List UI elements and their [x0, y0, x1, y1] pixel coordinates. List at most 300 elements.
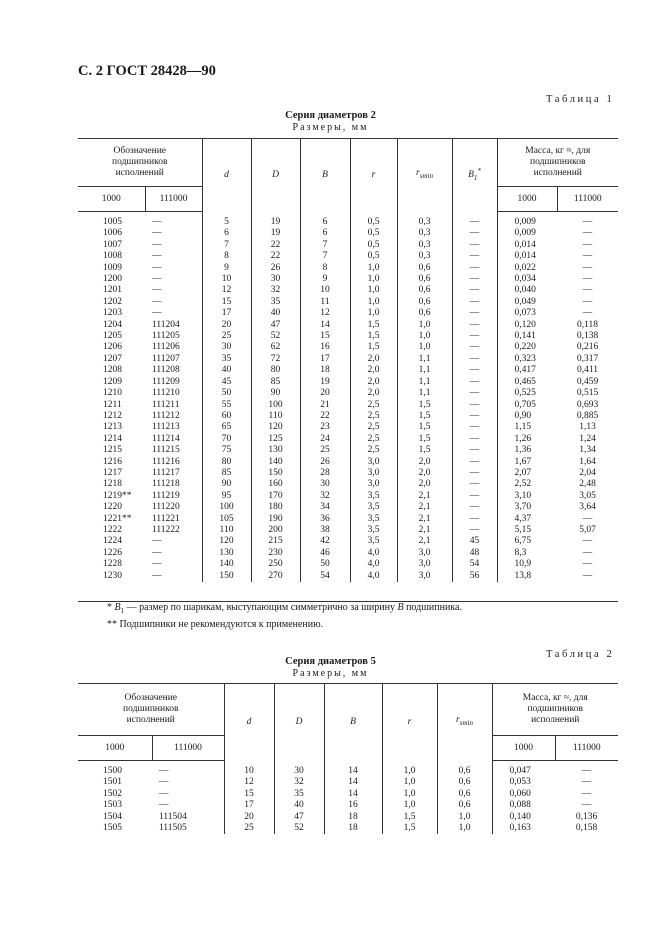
- table-cell: 16: [300, 342, 350, 353]
- table-cell: 80: [251, 365, 300, 376]
- table-cell: 20: [224, 812, 274, 823]
- table-row: [78, 297, 618, 308]
- table-cell: 85: [202, 468, 251, 479]
- table-cell: 1,1: [397, 388, 452, 399]
- table-cell: 1,5: [382, 812, 437, 823]
- table-cell: 1,1: [397, 377, 452, 388]
- table-cell: 1,0: [350, 297, 397, 308]
- header-B: B: [300, 139, 350, 212]
- table-cell: 111220: [152, 502, 180, 513]
- table-cell: —: [582, 285, 593, 296]
- table-cell: 0,705: [497, 400, 557, 411]
- table-cell: 15: [300, 331, 350, 342]
- table-cell: —: [452, 502, 497, 513]
- header-sub-1000: 1000: [78, 736, 152, 761]
- table-cell: 1,5: [350, 331, 397, 342]
- table-row: [78, 479, 618, 490]
- table-cell: 215: [251, 536, 300, 547]
- table-cell: 1,0: [350, 308, 397, 319]
- table1-subtitle: Размеры, мм: [292, 122, 369, 133]
- table-cell: 1213: [103, 422, 122, 433]
- table-row: [78, 411, 618, 422]
- table-cell: 3,5: [350, 525, 397, 536]
- table-cell: —: [159, 788, 169, 799]
- table-cell: 1214: [103, 433, 122, 444]
- table-row: [78, 491, 618, 502]
- table-cell: —: [452, 377, 497, 388]
- table-cell: —: [452, 400, 497, 411]
- table-cell: 40: [251, 308, 300, 319]
- table-cell: 17: [224, 800, 274, 811]
- table-cell: 0,6: [397, 274, 452, 285]
- table-cell: 170: [251, 491, 300, 502]
- table-cell: 1209: [103, 376, 122, 387]
- table-cell: 18: [300, 365, 350, 376]
- table-cell: 1008: [103, 251, 122, 262]
- table-cell: 1218: [103, 479, 122, 490]
- table-cell: 3,64: [579, 502, 596, 513]
- table-cell: 12: [224, 777, 274, 788]
- table-cell: 23: [300, 422, 350, 433]
- table-cell: 1228: [103, 559, 122, 570]
- table-cell: 111205: [152, 331, 180, 342]
- table-cell: 18: [324, 812, 382, 823]
- table-cell: 1208: [103, 365, 122, 376]
- table-cell: 1211: [103, 399, 122, 410]
- table-cell: 1226: [103, 547, 122, 558]
- header-d: d: [224, 684, 274, 761]
- table-cell: 35: [202, 354, 251, 365]
- table-cell: 140: [202, 559, 251, 570]
- table-cell: 0,140: [492, 812, 555, 823]
- note-1: * $B_1$ — размер по шарикам, выступающим симметрично за ширину B подшипника.: [107, 602, 462, 615]
- table-cell: 1212: [103, 410, 122, 421]
- table-cell: 111213: [152, 422, 180, 433]
- table-cell: 1,26: [497, 434, 557, 445]
- table-cell: 111504: [159, 811, 187, 822]
- table-cell: 42: [300, 536, 350, 547]
- table-cell: 75: [202, 445, 251, 456]
- header-r-smin: $r_{smin}$: [437, 684, 492, 761]
- table-cell: 3,10: [497, 491, 557, 502]
- table-cell: 13,8: [497, 571, 557, 582]
- table-cell: 3,05: [579, 490, 596, 501]
- table-cell: —: [152, 296, 162, 307]
- table-row: [78, 308, 618, 319]
- table-cell: 1505: [103, 823, 122, 834]
- table-cell: 1207: [103, 353, 122, 364]
- table-cell: —: [581, 788, 592, 799]
- table-row: [78, 285, 618, 296]
- table2-header: [78, 684, 618, 761]
- table-cell: 190: [251, 514, 300, 525]
- page-header: С. 2 ГОСТ 28428—90: [78, 63, 216, 79]
- table-cell: 1,5: [397, 422, 452, 433]
- table-cell: 0,216: [576, 342, 599, 353]
- table-cell: 2,5: [350, 411, 397, 422]
- table-cell: 120: [251, 422, 300, 433]
- table-cell: —: [582, 239, 593, 250]
- table-cell: 14: [324, 777, 382, 788]
- table-cell: 3,0: [350, 479, 397, 490]
- table-cell: 1,1: [397, 354, 452, 365]
- table-cell: 30: [274, 766, 324, 777]
- table-cell: 111217: [152, 467, 180, 478]
- table-cell: 1,64: [579, 456, 596, 467]
- table-cell: —: [582, 513, 593, 524]
- table-cell: 0,009: [497, 228, 557, 239]
- table-cell: 0,6: [437, 789, 492, 800]
- table-cell: 0,6: [397, 308, 452, 319]
- table-cell: 25: [202, 331, 251, 342]
- table-cell: 1,0: [437, 812, 492, 823]
- table-cell: 14: [300, 320, 350, 331]
- table-cell: —: [452, 251, 497, 262]
- table-cell: 1009: [103, 262, 122, 273]
- table-cell: —: [152, 239, 162, 250]
- table-cell: 1221**: [103, 513, 132, 524]
- table-cell: —: [452, 457, 497, 468]
- table-cell: 1216: [103, 456, 122, 467]
- table-cell: —: [152, 536, 162, 547]
- table-cell: 24: [300, 434, 350, 445]
- table-cell: 15: [202, 297, 251, 308]
- table-cell: 90: [202, 479, 251, 490]
- table-cell: 1230: [103, 570, 122, 581]
- table1: [78, 138, 618, 582]
- table-cell: 0,049: [497, 297, 557, 308]
- table-cell: —: [452, 263, 497, 274]
- table-cell: —: [582, 308, 593, 319]
- table-cell: 3,5: [350, 502, 397, 513]
- table-cell: 0,060: [492, 789, 555, 800]
- table-cell: 270: [251, 571, 300, 582]
- table-cell: 1205: [103, 331, 122, 342]
- table-cell: 3,0: [397, 548, 452, 559]
- table-cell: 7: [202, 240, 251, 251]
- table-cell: —: [152, 559, 162, 570]
- table-cell: —: [452, 411, 497, 422]
- table-cell: 1203: [103, 308, 122, 319]
- table-cell: —: [152, 262, 162, 273]
- table-cell: —: [452, 354, 497, 365]
- table-cell: 0,040: [497, 285, 557, 296]
- table1-title: Серия диаметров 2: [285, 110, 376, 121]
- table-cell: —: [452, 285, 497, 296]
- header-r-smin: $r_{smin}$: [397, 139, 452, 212]
- table-cell: 9: [202, 263, 251, 274]
- table-cell: —: [581, 800, 592, 811]
- table-cell: 14: [324, 766, 382, 777]
- table-row: [78, 468, 618, 479]
- table-cell: 60: [202, 411, 251, 422]
- table-cell: —: [582, 274, 593, 285]
- table-cell: 125: [251, 434, 300, 445]
- table-cell: 111208: [152, 365, 180, 376]
- table-cell: 0,411: [576, 365, 599, 376]
- table-cell: —: [452, 240, 497, 251]
- table1-title-block: [0, 110, 661, 134]
- table2: [78, 683, 618, 834]
- table-cell: 111209: [152, 376, 180, 387]
- table-cell: 2,5: [350, 422, 397, 433]
- table-cell: 0,6: [397, 285, 452, 296]
- table-cell: 0,3: [397, 251, 452, 262]
- table-cell: 111211: [152, 399, 180, 410]
- table-cell: 1503: [103, 800, 122, 811]
- table-cell: 12: [300, 308, 350, 319]
- table-cell: 32: [274, 777, 324, 788]
- table-cell: 47: [251, 320, 300, 331]
- table-cell: 3,0: [350, 468, 397, 479]
- table-cell: —: [152, 308, 162, 319]
- table-cell: 130: [251, 445, 300, 456]
- table-cell: 5: [202, 217, 251, 228]
- table-cell: 2,0: [397, 468, 452, 479]
- table-cell: 45: [452, 536, 497, 547]
- header-mass-1000: 1000: [497, 187, 557, 212]
- table-cell: 30: [202, 342, 251, 353]
- table-cell: —: [582, 536, 593, 547]
- table-cell: 1,0: [382, 777, 437, 788]
- table-cell: 1200: [103, 274, 122, 285]
- table-cell: —: [582, 228, 593, 239]
- header-r: r: [382, 684, 437, 761]
- table-cell: 1,34: [579, 445, 596, 456]
- table-row: [78, 536, 618, 547]
- table-row: [78, 777, 618, 788]
- table-cell: 2,1: [397, 491, 452, 502]
- table-cell: 160: [251, 479, 300, 490]
- table-row: [78, 789, 618, 800]
- table-cell: 20: [300, 388, 350, 399]
- table-cell: —: [452, 308, 497, 319]
- table-cell: 0,525: [497, 388, 557, 399]
- table-row: [78, 457, 618, 468]
- table-cell: —: [452, 274, 497, 285]
- table-cell: 26: [251, 263, 300, 274]
- table-cell: 10: [300, 285, 350, 296]
- table-row: [78, 274, 618, 285]
- header-sub-1000: 1000: [78, 187, 145, 212]
- table-cell: —: [452, 514, 497, 525]
- table-cell: 0,047: [492, 766, 555, 777]
- table-cell: 2,5: [350, 445, 397, 456]
- table-cell: —: [582, 262, 593, 273]
- table-row: [78, 812, 618, 823]
- table-cell: 1,0: [350, 274, 397, 285]
- table-cell: 1,0: [382, 766, 437, 777]
- table-cell: 5,07: [579, 524, 596, 535]
- table-cell: 65: [202, 422, 251, 433]
- table-cell: 2,0: [350, 377, 397, 388]
- table-cell: 26: [300, 457, 350, 468]
- table-cell: 0,053: [492, 777, 555, 788]
- table-cell: 1,0: [350, 285, 397, 296]
- table-cell: 0,136: [575, 811, 598, 822]
- header-d: d: [202, 139, 251, 212]
- table-cell: 40: [274, 800, 324, 811]
- table-cell: 3,5: [350, 514, 397, 525]
- table-cell: 230: [251, 548, 300, 559]
- table-cell: 0,141: [497, 331, 557, 342]
- table-cell: —: [152, 228, 162, 239]
- table-cell: 0,034: [497, 274, 557, 285]
- table-cell: 1,0: [397, 342, 452, 353]
- table-row: [78, 331, 618, 342]
- table-cell: —: [152, 547, 162, 558]
- table-cell: 0,138: [576, 331, 599, 342]
- table-cell: 0,417: [497, 365, 557, 376]
- table-cell: 0,009: [497, 217, 557, 228]
- table-cell: 4,37: [497, 514, 557, 525]
- table-cell: 2,04: [579, 467, 596, 478]
- table-cell: 6: [300, 228, 350, 239]
- table-cell: 36: [300, 514, 350, 525]
- table-cell: 3,0: [350, 457, 397, 468]
- table-cell: 0,6: [437, 800, 492, 811]
- table-cell: —: [152, 251, 162, 262]
- table-cell: 0,459: [576, 376, 599, 387]
- table-cell: 32: [300, 491, 350, 502]
- table-row: [78, 228, 618, 239]
- table-cell: 55: [202, 400, 251, 411]
- header-sub-111000: 111000: [145, 187, 202, 212]
- table-cell: 1,5: [350, 342, 397, 353]
- table-row: [78, 251, 618, 262]
- table1-body: [78, 212, 618, 583]
- table-cell: 8: [202, 251, 251, 262]
- table-cell: 1,67: [497, 457, 557, 468]
- table-cell: 1005: [103, 217, 122, 227]
- header-mass-1000: 1000: [492, 736, 555, 761]
- table-cell: 250: [251, 559, 300, 570]
- table-cell: 0,120: [497, 320, 557, 331]
- table-cell: 7: [300, 251, 350, 262]
- table-cell: 1204: [103, 319, 122, 330]
- table-cell: 72: [251, 354, 300, 365]
- table-cell: —: [582, 559, 593, 570]
- table-cell: 0,3: [397, 240, 452, 251]
- table-cell: —: [159, 766, 169, 776]
- table-row: [78, 571, 618, 582]
- table-row: [78, 400, 618, 411]
- table-cell: 111219: [152, 490, 180, 501]
- table-cell: 1006: [103, 228, 122, 239]
- table-cell: 0,6: [397, 263, 452, 274]
- table-cell: 2,5: [350, 400, 397, 411]
- table-cell: 19: [251, 228, 300, 239]
- table-cell: 0,014: [497, 240, 557, 251]
- table-cell: 0,158: [575, 823, 598, 834]
- table-cell: 0,323: [497, 354, 557, 365]
- table-cell: 0,515: [576, 388, 599, 399]
- table-cell: 62: [251, 342, 300, 353]
- header-r: r: [350, 139, 397, 212]
- table-cell: 47: [274, 812, 324, 823]
- table-cell: 22: [251, 251, 300, 262]
- table-cell: 100: [202, 502, 251, 513]
- table-cell: 3,70: [497, 502, 557, 513]
- table-cell: 0,220: [497, 342, 557, 353]
- table-row: [78, 263, 618, 274]
- table-cell: —: [452, 468, 497, 479]
- table-cell: 1,5: [397, 411, 452, 422]
- table-cell: 10: [224, 766, 274, 777]
- table-cell: 110: [251, 411, 300, 422]
- table-cell: —: [452, 491, 497, 502]
- table-cell: 25: [300, 445, 350, 456]
- table-cell: 200: [251, 525, 300, 536]
- table-cell: 0,088: [492, 800, 555, 811]
- table-row: [78, 502, 618, 513]
- table-cell: 100: [251, 400, 300, 411]
- table-cell: 1007: [103, 239, 122, 250]
- table-cell: —: [582, 251, 593, 262]
- table-cell: 0,317: [576, 353, 599, 364]
- table-row: [78, 377, 618, 388]
- table-cell: 1,0: [382, 789, 437, 800]
- table-cell: 1220: [103, 502, 122, 513]
- table-cell: 10,9: [497, 559, 557, 570]
- table-cell: —: [152, 274, 162, 285]
- table-cell: 6: [202, 228, 251, 239]
- table-cell: 2,5: [350, 434, 397, 445]
- table-cell: 0,5: [350, 240, 397, 251]
- table-cell: 0,6: [437, 777, 492, 788]
- table-cell: 1,0: [350, 263, 397, 274]
- table-cell: 2,0: [350, 354, 397, 365]
- table-cell: 8: [300, 263, 350, 274]
- table-cell: —: [452, 525, 497, 536]
- header-designation: Обозначение подшипников исполнений: [112, 146, 168, 178]
- table-cell: 2,1: [397, 536, 452, 547]
- table-cell: 95: [202, 491, 251, 502]
- table-cell: 1210: [103, 388, 122, 399]
- table1-header: [78, 139, 618, 212]
- table-cell: 0,118: [576, 319, 599, 330]
- table-cell: 1,0: [437, 823, 492, 834]
- table-row: [78, 365, 618, 376]
- table-cell: 28: [300, 468, 350, 479]
- table-cell: 2,07: [497, 468, 557, 479]
- table-cell: 10: [202, 274, 251, 285]
- table-row: [78, 823, 618, 834]
- table-cell: 1219**: [103, 490, 132, 501]
- table-row: [78, 800, 618, 811]
- table-cell: 54: [300, 571, 350, 582]
- table-cell: 0,073: [497, 308, 557, 319]
- table-cell: 1201: [103, 285, 122, 296]
- table-cell: 0,885: [576, 410, 599, 421]
- table-cell: 111221: [152, 513, 180, 524]
- table-cell: —: [452, 422, 497, 433]
- table-cell: 111218: [152, 479, 180, 490]
- table-cell: 150: [202, 571, 251, 582]
- table-row: [78, 240, 618, 251]
- table-cell: 0,6: [397, 297, 452, 308]
- header-mass: Масса, кг ≈, для подшипников исполнений: [497, 139, 618, 187]
- table-cell: —: [581, 777, 592, 788]
- table-cell: 3,0: [397, 571, 452, 582]
- table2-subtitle: Размеры, мм: [292, 668, 369, 679]
- table-cell: 2,1: [397, 502, 452, 513]
- table-cell: 2,0: [350, 365, 397, 376]
- table-cell: 2,52: [497, 479, 557, 490]
- table-cell: 180: [251, 502, 300, 513]
- table-cell: 15: [224, 789, 274, 800]
- table-cell: —: [582, 570, 593, 581]
